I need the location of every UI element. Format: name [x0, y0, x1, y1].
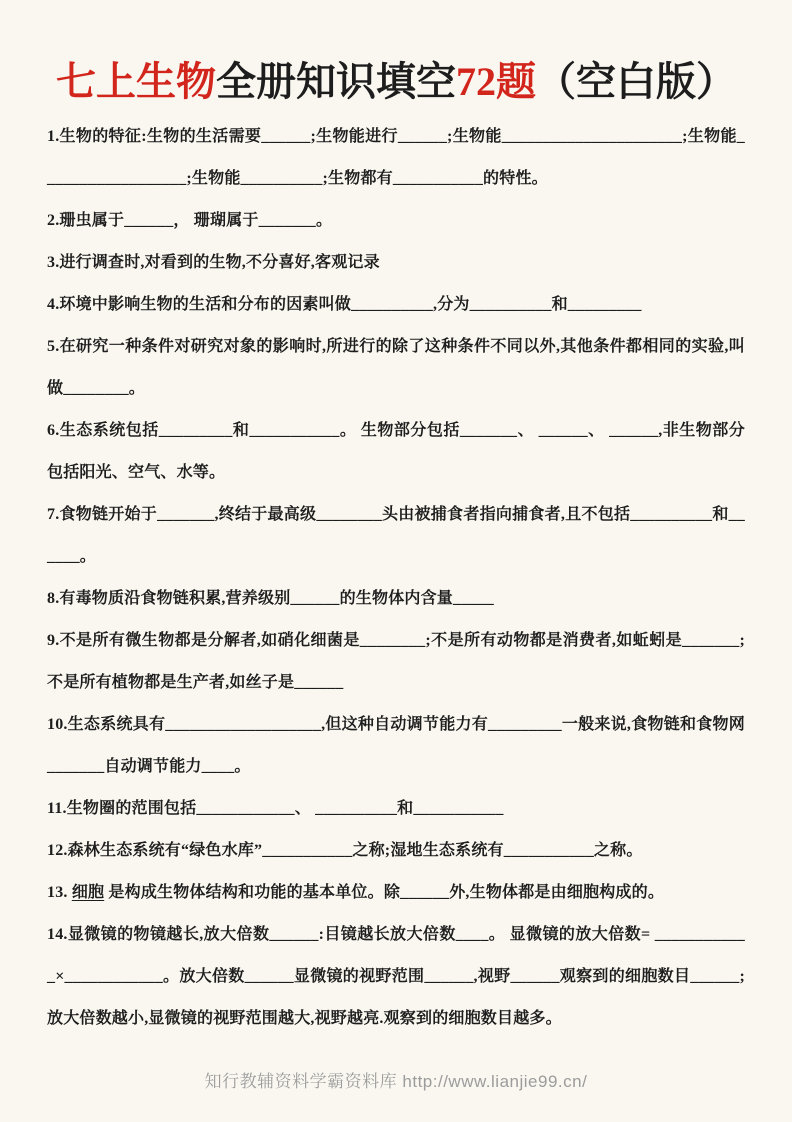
question-6: 6.生态系统包括_________和___________。 生物部分包括_______、 ______、 ______,非生物部分包括阳光、空气、水等。 [47, 422, 745, 481]
title-count-segment: 72题 [456, 59, 536, 104]
title-middle-segment: 全册知识填空 [216, 59, 456, 104]
question-13-prefix: 13. [47, 884, 72, 901]
question-3: 3.进行调查时,对看到的生物,不分喜好,客观记录 [47, 254, 380, 271]
page-title [47, 58, 745, 106]
question-2: 2.珊虫属于______， 珊瑚属于_______。 [47, 212, 333, 229]
question-11: 11.生物圈的范围包括____________、 __________和___________ [47, 800, 504, 817]
title-version-segment: （空白版） [536, 59, 736, 104]
question-10: 10.生态系统具有___________________,但这种自动调节能力有_________一般来说,食物链和食物网_______自动调节能力____。 [47, 716, 745, 775]
title-course-segment: 七上生物 [56, 59, 216, 104]
question-7: 7.食物链开始于_______,终结于最高级________头由被捕食者指向捕食者,且不包括__________和______。 [47, 506, 745, 565]
question-1: 1.生物的特征:生物的生活需要______;生物能进行______;生物能______________________;生物能__________________;生物能__________;生物都有___________的特性。 [47, 128, 745, 187]
question-9: 9.不是所有微生物都是分解者,如硝化细菌是________;不是所有动物都是消费者,如蚯蚓是_______;不是所有植物都是生产者,如丝子是______ [47, 632, 745, 691]
question-12: 12.森林生态系统有“绿色水库”___________之称;湿地生态系统有___________之称。 [47, 842, 643, 859]
questions-list [47, 116, 745, 1040]
question-4: 4.环境中影响生物的生活和分布的因素叫做__________,分为__________和_________ [47, 296, 642, 313]
question-13 [47, 872, 745, 914]
question-14: 14.显微镜的物镜越长,放大倍数______:目镜越长放大倍数____。 显微镜的放大倍数= ____________×____________。放大倍数______显微镜的视野范围______,视野______观察到的细胞数目______;放大倍数越小,显微镜的视野范围越大,视野越亮.观察到的细胞数目越多。 [47, 926, 745, 1027]
question-13-underlined-term: 细胞 [71, 884, 105, 901]
question-8: 8.有毒物质沿食物链积累,营养级别______的生物体内含量_____ [47, 590, 495, 607]
footer-watermark: 知行教辅资料学霸资料库 http://www.lianjie99.cn/ [204, 1072, 588, 1091]
question-5: 5.在研究一种条件对研究对象的影响时,所进行的除了这种条件不同以外,其他条件都相同的实验,叫做________。 [47, 338, 745, 397]
question-13-suffix: 是构成生物体结构和功能的基本单位。除______外,生物体都是由细胞构成的。 [104, 884, 665, 901]
